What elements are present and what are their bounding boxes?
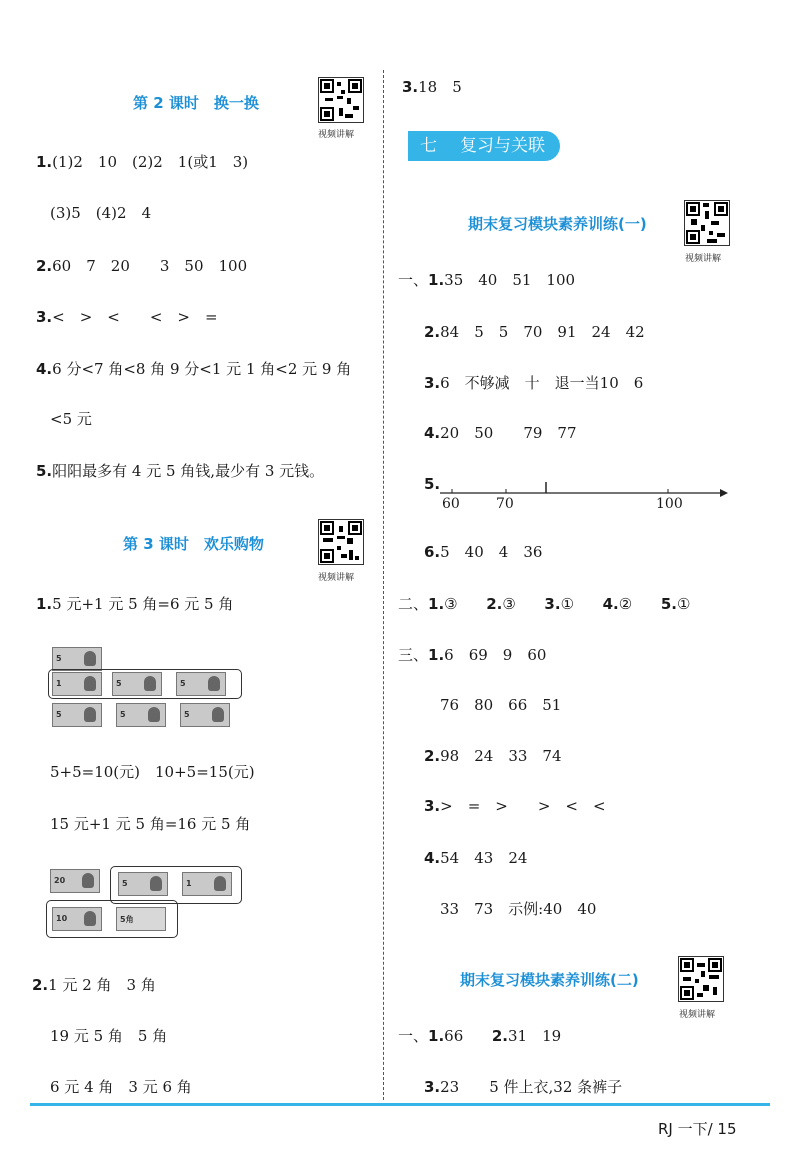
l2-q1: 1.(1)2 10 (2)2 1(或1 3)	[36, 153, 249, 171]
money-illustration-2	[44, 866, 244, 938]
r1-q3: 3.6 不够减 十 退一当10 6	[424, 374, 644, 392]
banknote-icon: 10	[52, 907, 102, 931]
banknote-icon: 20	[50, 869, 100, 893]
unit-banner	[408, 131, 560, 161]
r2-q1: 一、1.66 2.31 19	[398, 1027, 562, 1045]
l3-q1b: 5+5=10(元) 10+5=15(元)	[50, 763, 255, 781]
banknote-icon: 5	[118, 872, 168, 896]
column-divider	[383, 70, 384, 1100]
tick-label: 60	[442, 496, 460, 512]
l3-q2b: 19 元 5 角 5 角	[50, 1027, 168, 1045]
money-illustration-1	[48, 645, 248, 735]
banknote-icon: 5	[112, 672, 162, 696]
qr-code-icon[interactable]	[678, 956, 724, 1002]
lesson-3-title: 第 3 课时 欢乐购物	[123, 535, 264, 553]
l2-q1b: (3)5 (4)2 4	[50, 204, 152, 222]
number-line-graphic	[438, 478, 728, 518]
r1-q6: 6.5 40 4 36	[424, 543, 543, 561]
page-footer: RJ 一下/ 15	[658, 1120, 737, 1138]
qr-code-icon[interactable]	[318, 77, 364, 123]
tick-label: 70	[496, 496, 514, 512]
unit-number: 七	[420, 136, 437, 156]
banknote-icon: 5	[176, 672, 226, 696]
banknote-icon: 5	[116, 703, 166, 727]
r1-q4: 4.20 50 79 77	[424, 424, 577, 442]
review-2-title: 期末复习模块素养训练(二)	[460, 971, 639, 989]
review-1-title: 期末复习模块素养训练(一)	[468, 215, 647, 233]
r1-s3-q4b: 33 73 示例:40 40	[440, 900, 597, 918]
r1-q2: 2.84 5 5 70 91 24 42	[424, 323, 645, 341]
tick-label: 100	[656, 496, 683, 512]
r1-s3-q1b: 76 80 66 51	[440, 696, 562, 714]
banknote-icon: 1	[52, 672, 102, 696]
r1-q1: 一、1.35 40 51 100	[398, 271, 576, 289]
r1-s3-q3: 3.> = > > < <	[424, 797, 606, 815]
l3-q2c: 6 元 4 角 3 元 6 角	[50, 1078, 192, 1096]
qr-label: 视频讲解	[318, 573, 355, 583]
footer-rule	[30, 1103, 770, 1106]
banknote-icon: 1	[182, 872, 232, 896]
r1-q5: 5.	[424, 475, 441, 493]
qr-label: 视频讲解	[685, 254, 722, 264]
l3-q1c: 15 元+1 元 5 角=16 元 5 角	[50, 815, 251, 833]
unit-title: 复习与关联	[460, 136, 545, 156]
l2-q2: 2.60 7 20 3 50 100	[36, 257, 248, 275]
r2-q3: 3.23 5 件上衣,32 条裤子	[424, 1078, 623, 1096]
l3-q2: 2.1 元 2 角 3 角	[32, 976, 156, 994]
number-line	[438, 478, 728, 518]
banknote-icon: 5角	[116, 907, 166, 931]
banknote-icon: 5	[180, 703, 230, 727]
r1-s3-q4: 4.54 43 24	[424, 849, 528, 867]
r1-section2: 二、1.③ 2.③ 3.① 4.② 5.①	[398, 595, 691, 613]
l3-q1: 1.5 元+1 元 5 角=6 元 5 角	[36, 595, 234, 613]
qr-code-icon[interactable]	[318, 519, 364, 565]
l2-q4b: <5 元	[50, 410, 92, 428]
qr-label: 视频讲解	[679, 1010, 716, 1020]
banknote-icon: 5	[52, 647, 102, 671]
l2-q3: 3.< > < < > =	[36, 308, 218, 326]
l2-q5: 5.阳阳最多有 4 元 5 角钱,最少有 3 元钱。	[36, 462, 325, 480]
lesson-2-title: 第 2 课时 换一换	[133, 94, 259, 112]
banknote-icon: 5	[52, 703, 102, 727]
r-top-line: 3.18 5	[402, 78, 462, 96]
r1-s3-q1: 三、1.6 69 9 60	[398, 646, 547, 664]
qr-label: 视频讲解	[318, 130, 355, 140]
qr-code-icon[interactable]	[684, 200, 730, 246]
r1-s3-q2: 2.98 24 33 74	[424, 747, 562, 765]
l2-q4: 4.6 分<7 角<8 角 9 分<1 元 1 角<2 元 9 角	[36, 360, 352, 378]
